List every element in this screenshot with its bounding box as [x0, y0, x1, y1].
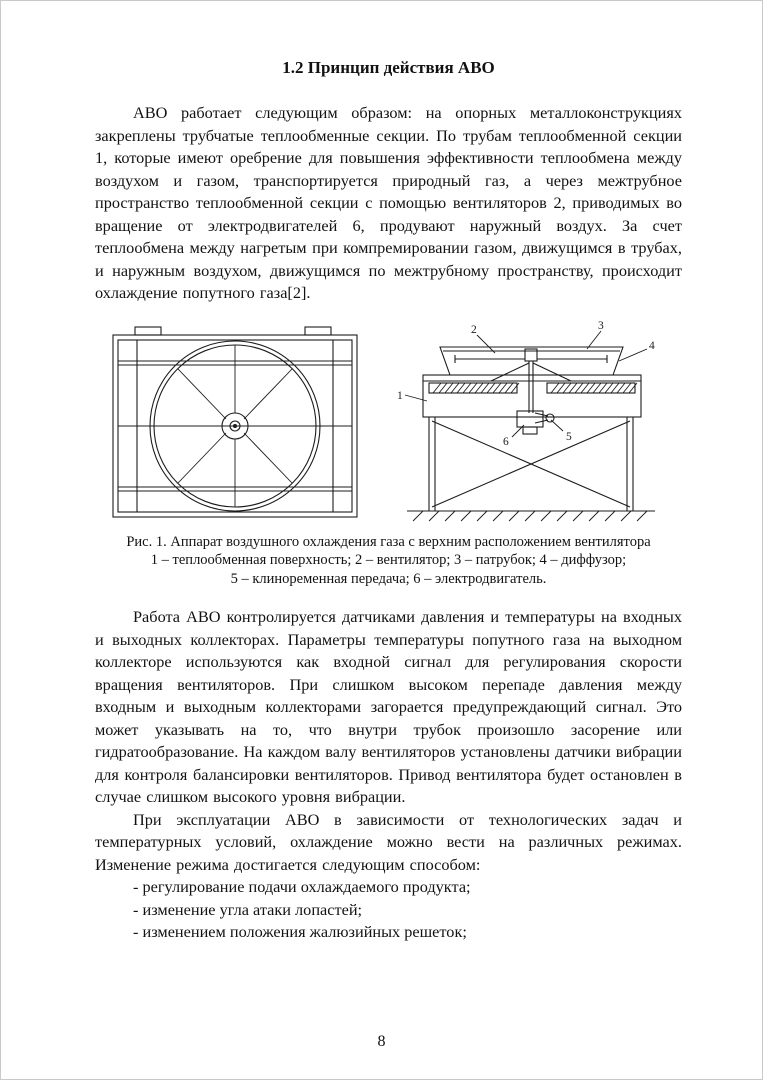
page-content: [1, 1, 762, 944]
callout-5: 5: [565, 430, 572, 443]
list-item: - изменением положения жалюзийных решеток;: [133, 922, 467, 941]
mode-list: [133, 876, 682, 944]
figure: [95, 317, 682, 589]
callout-1: 1: [396, 389, 403, 402]
callout-2: 2: [470, 323, 477, 336]
list-item: - изменение угла атаки лопастей;: [133, 899, 363, 919]
figure-caption-line-2: 1 – теплообменная поверхность; 2 – вентилятор; 3 – патрубок; 4 – диффузор;: [150, 552, 627, 568]
fan-hub-center: [233, 424, 237, 428]
figure-right-drawing: [393, 317, 671, 525]
figure-drawings: [95, 317, 682, 525]
list-item: - регулирование подачи охлаждаемого продукта;: [133, 877, 471, 896]
callout-6: 6: [502, 435, 509, 448]
paragraph-2: Работа АВО контролируется датчиками давления и температуры на входных и выходных коллекторах. Параметры температуры попутного газа на выходном коллекторе используются как входной сигнал для регулирования скорости вращения вентиляторов. При слишком высоком перепаде давления между входным и выходным коллекторами загорается предупреждающий сигнал. Это может указывать на то, что внутри трубок произошло засорение или гидратообразование. На каждом валу вентиляторов установлены датчики вибрации для контроля балансировки вентиляторов. Привод вентилятора будет остановлен в случае слишком высокого уровня вибрации.: [95, 607, 682, 806]
page-number: 8: [377, 1033, 386, 1050]
figure-caption-line-3: 5 – клиноременная передача; 6 – электродвигатель.: [230, 570, 547, 587]
figure-caption-line-1: Рис. 1. Аппарат воздушного охлаждения газа с верхним расположением вентилятора: [126, 533, 651, 550]
paragraph-3: При эксплуатации АВО в зависимости от технологических задач и температурных условий, охлаждение можно вести на различных режимах. Изменение режима достигается следующим способом:: [95, 809, 682, 874]
callout-4: 4: [648, 339, 655, 352]
paragraph-1: АВО работает следующим образом: на опорных металлоконструкциях закреплены трубчатые теплообменные секции. По трубам теплообменной секции 1, которые имеют оребрение для повышения эффективности теплообмена между воздухом и газом, транспортируется природный газ, а через межтрубное пространство теплообменной секции с помощью вентиляторов 2, приводимых во вращение от электродвигателей 6, продувают наружный воздух. За счет теплообмена между нагретым при компремировании газом, движущимся в трубах, и наружным воздухом, движущимся по межтрубному пространству, происходит охлаждение попутного газа[2].: [95, 103, 682, 302]
figure-left-drawing: [107, 321, 363, 525]
callout-3: 3: [597, 319, 604, 332]
figure-caption: [95, 533, 682, 589]
section-title: 1.2 Принцип действия АВО: [282, 58, 495, 77]
